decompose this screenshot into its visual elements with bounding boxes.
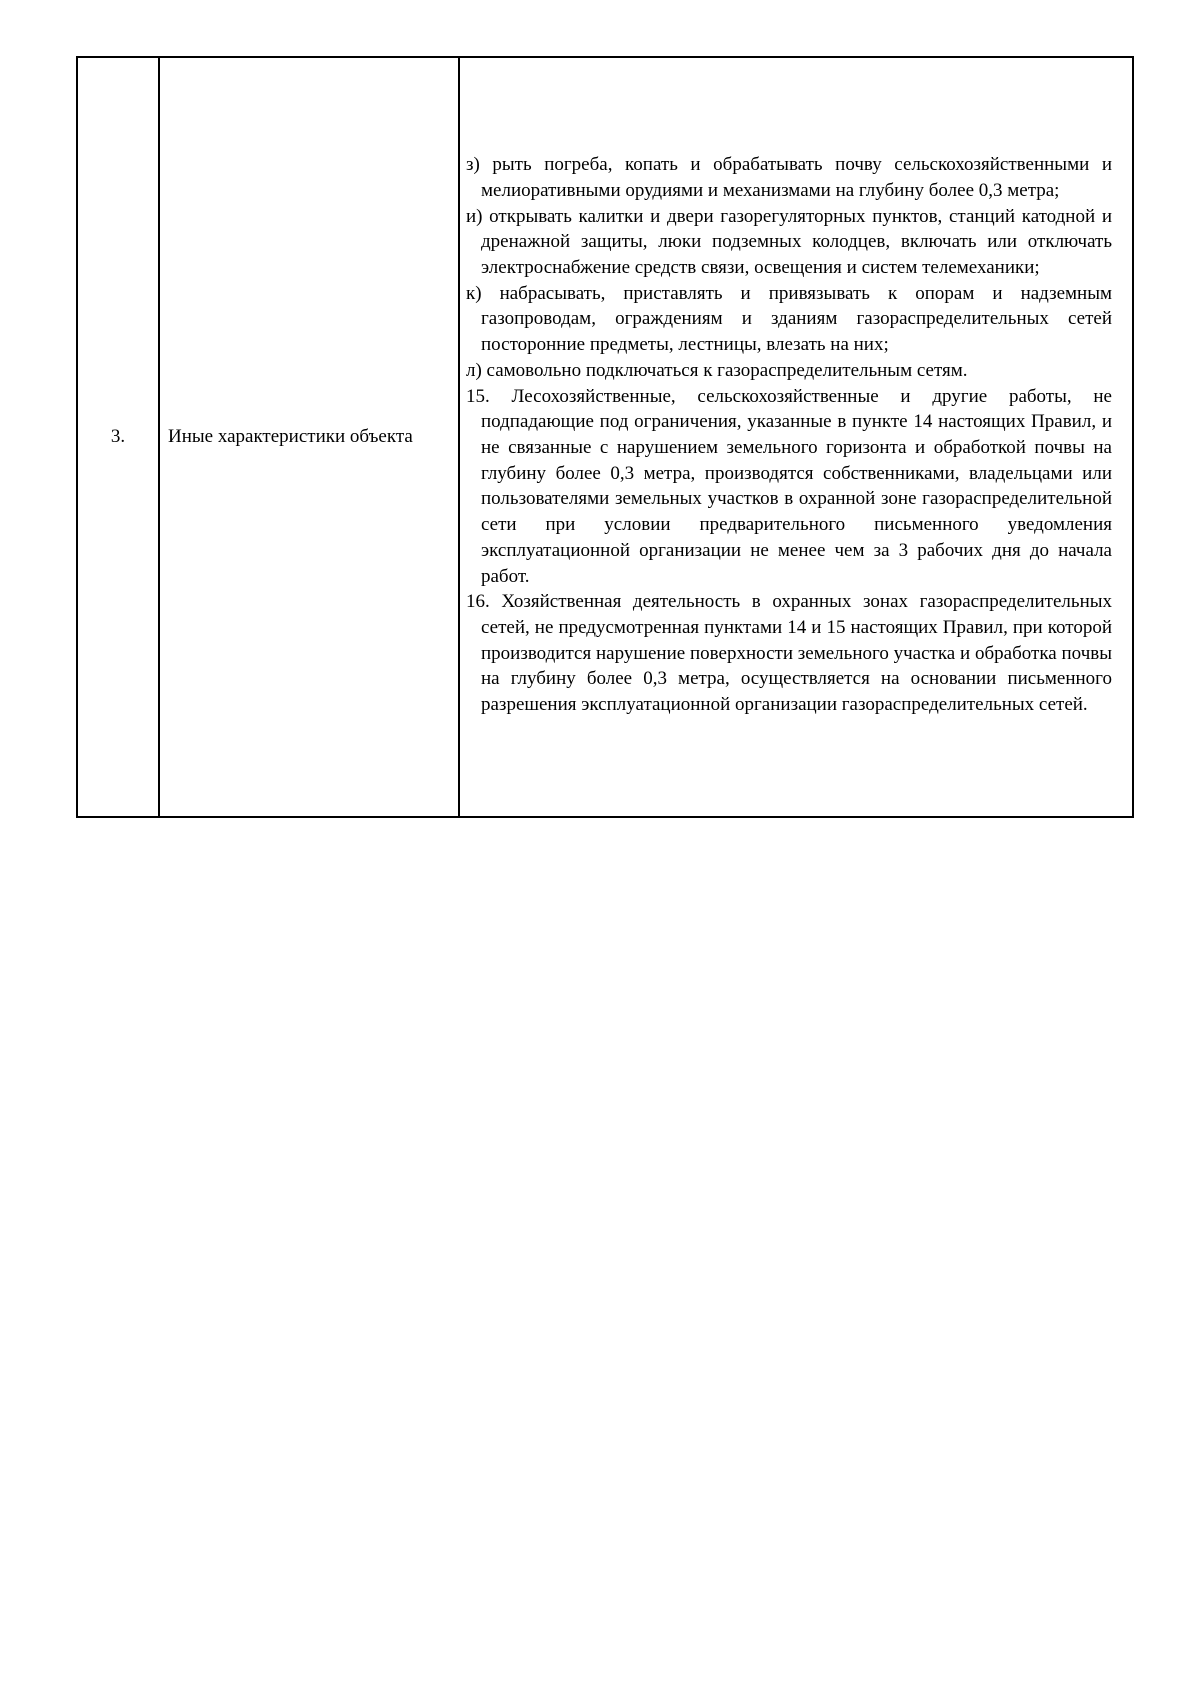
row-number: 3. (110, 426, 126, 447)
content-paragraph-16: 16. Хозяйственная деятельность в охранных зонах газораспределительных сетей, не предусмотренная пунктами 14 и 15 настоящих Правил, при которой производится нарушение поверхности земельного участка и обработка почвы на глубину более 0,3 метра, осуществляется на основании письменного разрешения эксплуатационной организации газораспределительных сетей. (466, 591, 1112, 716)
row-name: Иные характеристики объекта (168, 426, 413, 447)
content-paragraph-i: и) открывать калитки и двери газорегуляторных пунктов, станций катодной и дренажной защиты, люки подземных колодцев, включать или отключать электроснабжение средств связи, освещения и систем телемеханики; (466, 205, 1112, 279)
document-table (76, 56, 1134, 818)
row-name-cell (159, 57, 459, 817)
content-paragraph-k: к) набрасывать, приставлять и привязывать к опорам и надземным газопроводам, ограждениям и зданиям газораспределительных сетей посторонние предметы, лестницы, влезать на них; (466, 282, 1112, 356)
row-number-cell (77, 57, 159, 817)
content-paragraph-l: л) самовольно подключаться к газораспределительным сетям. (466, 359, 968, 381)
row-content-cell (459, 57, 1133, 817)
content-paragraph-15: 15. Лесохозяйственные, сельскохозяйственные и другие работы, не подпадающие под ограничения, указанные в пункте 14 настоящих Правил, и не связанные с нарушением земельного горизонта и обработкой почвы на глубину более 0,3 метра, производятся собственниками, владельцами или пользователями земельных участков в охранной зоне газораспределительной сети при условии предварительного письменного уведомления эксплуатационной организации не менее чем за 3 рабочих дня до начала работ. (466, 385, 1112, 587)
content-paragraph-z: з) рыть погреба, копать и обрабатывать почву сельскохозяйственными и мелиоративными орудиями и механизмами на глубину более 0,3 метра; (466, 154, 1112, 201)
table-row (77, 57, 1133, 817)
